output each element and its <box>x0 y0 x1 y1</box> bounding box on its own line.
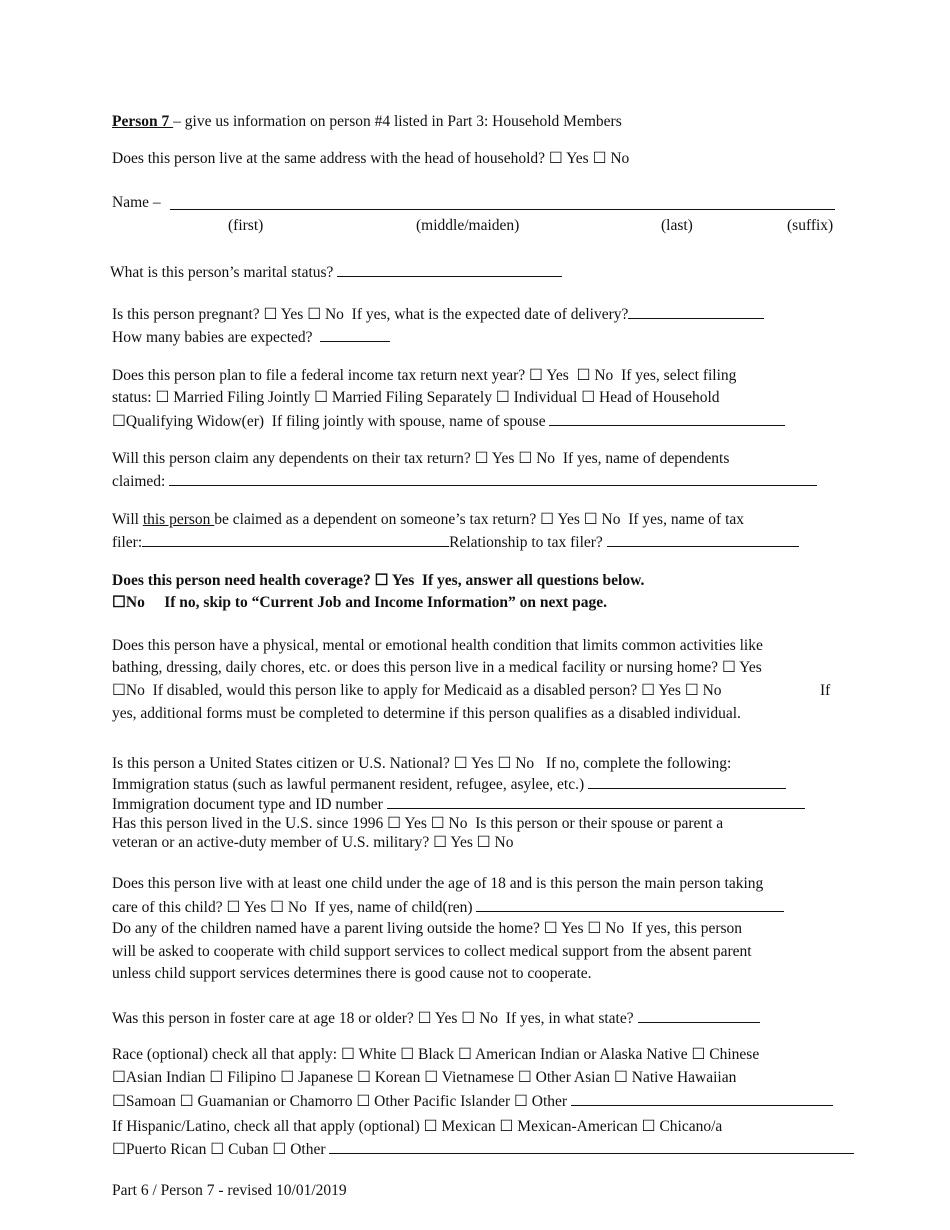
no-label: No <box>494 834 514 851</box>
race-asian-indian-label: Asian Indian <box>125 1069 206 1086</box>
form-heading <box>112 112 622 132</box>
yes-label: Yes <box>391 572 415 589</box>
yes-label: Yes <box>658 682 681 699</box>
hispanic-chicano-checkbox[interactable]: ☐ <box>641 1118 656 1135</box>
person-description: – give us information on person #4 listed in Part 3: Household Members <box>173 113 622 130</box>
race-other-pacific-checkbox[interactable]: ☐ <box>356 1093 371 1110</box>
babies-text: How many babies are expected? <box>112 329 313 346</box>
qualifying-widow-label: Qualifying Widow(er) <box>125 413 265 430</box>
hispanic-cuban-label: Cuban <box>228 1141 269 1158</box>
no-label: No <box>479 1010 499 1027</box>
veteran-no-checkbox[interactable]: ☐ <box>476 834 491 851</box>
hispanic-puerto-rican-checkbox[interactable]: ☐ <box>112 1141 126 1158</box>
race-native-hawaiian-checkbox[interactable]: ☐ <box>613 1069 628 1086</box>
medicaid-text: If disabled, would this person like to apply for Medicaid as a disabled person? <box>152 682 638 699</box>
hispanic-line-1 <box>112 1117 722 1137</box>
marital-text: What is this person’s marital status? <box>110 264 334 281</box>
individual-label: Individual <box>513 389 578 406</box>
yes-label: Yes <box>566 150 589 167</box>
race-chinese-label: Chinese <box>709 1046 760 1063</box>
dependents-text: Will this person claim any dependents on their tax return? <box>112 450 471 467</box>
no-label: No <box>448 815 468 832</box>
race-japanese-checkbox[interactable]: ☐ <box>280 1069 295 1086</box>
mfs-checkbox[interactable]: ☐ <box>314 389 328 406</box>
widow-spouse-line <box>112 411 785 432</box>
citizenship-text: Is this person a United States citizen or U.S. National? <box>112 755 450 772</box>
same-address-text: Does this person live at the same address with the head of household? <box>112 150 546 167</box>
coverage-yes-checkbox[interactable]: ☐ <box>374 572 389 589</box>
race-label: Race (optional) check all that apply: <box>112 1046 338 1063</box>
dependents-no-checkbox[interactable]: ☐ <box>518 450 533 467</box>
veteran-yes-checkbox[interactable]: ☐ <box>433 834 447 851</box>
yes-label: Yes <box>434 1010 458 1027</box>
veteran-line <box>112 833 513 853</box>
race-filipino-label: Filipino <box>227 1069 277 1086</box>
foster-yes-checkbox[interactable]: ☐ <box>417 1010 432 1027</box>
race-other-field[interactable] <box>571 1091 833 1106</box>
name-label: Name – <box>112 194 161 211</box>
immigration-doc-text: Immigration document type and ID number <box>112 796 383 813</box>
hispanic-cuban-checkbox[interactable]: ☐ <box>210 1141 225 1158</box>
hispanic-mexican-american-checkbox[interactable]: ☐ <box>499 1118 514 1135</box>
veteran-text-2: veteran or an active-duty member of U.S. military? <box>112 834 430 851</box>
disability-no-checkbox[interactable]: ☐ <box>112 682 126 699</box>
race-vietnamese-checkbox[interactable]: ☐ <box>424 1069 439 1086</box>
race-japanese-label: Japanese <box>297 1069 354 1086</box>
immigration-status-field[interactable] <box>588 774 786 789</box>
same-address-no-checkbox[interactable]: ☐ <box>592 150 607 167</box>
immigration-status-text: Immigration status (such as lawful permanent resident, refugee, asylee, etc.) <box>112 776 585 793</box>
since-1996-text: Has this person lived in the U.S. since 1996 <box>112 815 384 832</box>
no-label: No <box>125 594 145 611</box>
babies-question <box>112 327 390 348</box>
hispanic-puerto-rican-label: Puerto Rican <box>125 1141 207 1158</box>
same-address-yes-checkbox[interactable]: ☐ <box>548 150 563 167</box>
first-caption: (first) <box>228 217 264 234</box>
immigration-doc-line <box>112 794 805 815</box>
suffix-caption: (suffix) <box>787 217 834 234</box>
race-asian-indian-checkbox[interactable]: ☐ <box>112 1069 126 1086</box>
race-other-pacific-label: Other Pacific Islander <box>374 1093 511 1110</box>
marital-status-field[interactable] <box>337 262 562 277</box>
child-yes-checkbox[interactable]: ☐ <box>226 899 241 916</box>
yes-label: Yes <box>739 659 762 676</box>
tax-return-question <box>112 366 736 386</box>
race-other-label: Other <box>531 1093 568 1110</box>
dependents-names-text: If yes, name of dependents <box>562 450 730 467</box>
child-line-2 <box>112 897 784 918</box>
hispanic-other-field[interactable] <box>329 1139 854 1154</box>
pregnant-question <box>112 304 764 325</box>
child-names-text: If yes, name of child(ren) <box>314 899 473 916</box>
race-samoan-checkbox[interactable]: ☐ <box>112 1093 126 1110</box>
yes-label: Yes <box>404 815 427 832</box>
no-label: No <box>601 511 621 528</box>
yes-label: Yes <box>471 755 494 772</box>
parent-outside-line <box>112 919 742 939</box>
coverage-yes-note: If yes, answer all questions below. <box>421 572 645 589</box>
yes-label: Yes <box>280 306 304 323</box>
disability-line-2 <box>112 658 762 678</box>
race-other-checkbox[interactable]: ☐ <box>514 1093 528 1110</box>
parent-outside-yes-checkbox[interactable]: ☐ <box>543 920 558 937</box>
child-line-4: will be asked to cooperate with child support services to collect medical support from the absent parent <box>112 943 752 960</box>
tax-filer-line <box>112 532 799 553</box>
yes-label: Yes <box>450 834 473 851</box>
delivery-date-field[interactable] <box>628 304 764 319</box>
coverage-no-checkbox[interactable]: ☐ <box>112 594 126 611</box>
race-american-indian-label: American Indian or Alaska Native <box>474 1046 688 1063</box>
tax-return-no-checkbox[interactable]: ☐ <box>576 367 591 384</box>
tax-filer-name-field[interactable] <box>142 532 449 547</box>
no-label: No <box>515 755 535 772</box>
race-other-asian-checkbox[interactable]: ☐ <box>517 1069 532 1086</box>
mfj-label: Married Filing Jointly <box>173 389 311 406</box>
claimed-label: claimed: <box>112 473 166 490</box>
relationship-field[interactable] <box>607 532 799 547</box>
pregnant-no-checkbox[interactable]: ☐ <box>307 306 322 323</box>
claimed-dependent-text: be claimed as a dependent on someone’s tax return? <box>214 511 537 528</box>
hispanic-label: If Hispanic/Latino, check all that apply (optional) <box>112 1118 420 1135</box>
coverage-no-note: If no, skip to “Current Job and Income Information” on next page. <box>164 594 608 611</box>
relationship-text: Relationship to tax filer? <box>449 534 603 551</box>
race-filipino-checkbox[interactable]: ☐ <box>209 1069 224 1086</box>
veteran-text-1: Is this person or their spouse or parent a <box>475 815 724 832</box>
qualifying-widow-checkbox[interactable]: ☐ <box>112 413 126 430</box>
pregnant-yes-checkbox[interactable]: ☐ <box>263 306 278 323</box>
hispanic-chicano-label: Chicano/a <box>659 1118 723 1135</box>
claimed-yes-checkbox[interactable]: ☐ <box>540 511 554 528</box>
complete-following-text: If no, complete the following: <box>545 755 732 772</box>
select-filing-text: If yes, select filing <box>621 367 737 384</box>
race-white-checkbox[interactable]: ☐ <box>340 1046 355 1063</box>
disability-yes-checkbox[interactable]: ☐ <box>721 659 736 676</box>
disability-line-3 <box>112 681 722 701</box>
disability-text: bathing, dressing, daily chores, etc. or does this person live in a medical facility or nursing home? <box>112 659 719 676</box>
citizenship-question <box>112 754 731 774</box>
same-address-question <box>112 149 629 169</box>
this-person-text: this person <box>142 511 215 528</box>
disability-line-1: Does this person have a physical, mental or emotional health condition that limits common activities like <box>112 637 763 654</box>
no-label: No <box>536 450 556 467</box>
hispanic-other-label: Other <box>290 1141 326 1158</box>
parent-follow-text: If yes, this person <box>631 920 743 937</box>
child-line-5: unless child support services determines there is good cause not to cooperate. <box>112 965 592 982</box>
no-label: No <box>702 682 722 699</box>
babies-count-field[interactable] <box>320 327 390 342</box>
race-chinese-checkbox[interactable]: ☐ <box>691 1046 706 1063</box>
race-black-label: Black <box>418 1046 455 1063</box>
filer-label: filer: <box>112 534 143 551</box>
yes-label: Yes <box>557 511 580 528</box>
last-caption: (last) <box>661 217 693 234</box>
parent-outside-text: Do any of the children named have a parent living outside the home? <box>112 920 540 937</box>
race-black-checkbox[interactable]: ☐ <box>400 1046 415 1063</box>
race-american-indian-checkbox[interactable]: ☐ <box>458 1046 472 1063</box>
foster-question <box>112 1008 760 1029</box>
foster-no-checkbox[interactable]: ☐ <box>461 1010 476 1027</box>
coverage-question <box>112 571 644 591</box>
mfj-checkbox[interactable]: ☐ <box>155 389 170 406</box>
immigration-status-line <box>112 774 786 795</box>
since-1996-yes-checkbox[interactable]: ☐ <box>387 815 402 832</box>
hispanic-mexican-label: Mexican <box>441 1118 496 1135</box>
delivery-date-text: If yes, what is the expected date of delivery? <box>351 306 629 323</box>
individual-checkbox[interactable]: ☐ <box>495 389 510 406</box>
claimed-dependent-question <box>112 510 744 530</box>
dependents-names-field[interactable] <box>169 471 817 486</box>
child-names-field[interactable] <box>476 897 784 912</box>
pregnant-text: Is this person pregnant? <box>112 306 260 323</box>
marital-question <box>110 262 562 283</box>
dependents-yes-checkbox[interactable]: ☐ <box>474 450 489 467</box>
foster-state-text: If yes, in what state? <box>505 1010 634 1027</box>
hoh-label: Head of Household <box>599 389 720 406</box>
care-of-child-text: care of this child? <box>112 899 223 916</box>
hispanic-mexican-american-label: Mexican-American <box>517 1118 638 1135</box>
medicaid-yes-checkbox[interactable]: ☐ <box>641 682 656 699</box>
disability-if-text: If <box>820 682 831 699</box>
coverage-text: Does this person need health coverage? <box>112 572 371 589</box>
mfs-label: Married Filing Separately <box>331 389 492 406</box>
race-samoan-label: Samoan <box>125 1093 176 1110</box>
coverage-no-line <box>112 593 607 613</box>
yes-label: Yes <box>491 450 515 467</box>
no-label: No <box>287 899 307 916</box>
foster-text: Was this person in foster care at age 18 or older? <box>112 1010 414 1027</box>
citizen-no-checkbox[interactable]: ☐ <box>497 755 512 772</box>
dependents-question <box>112 449 729 469</box>
parent-outside-no-checkbox[interactable]: ☐ <box>587 920 602 937</box>
race-korean-label: Korean <box>374 1069 421 1086</box>
dependents-claimed-line <box>112 471 817 492</box>
disability-line-4: yes, additional forms must be completed to determine if this person qualifies as a disabled individual. <box>112 705 741 722</box>
race-korean-checkbox[interactable]: ☐ <box>356 1069 371 1086</box>
race-native-hawaiian-label: Native Hawaiian <box>631 1069 737 1086</box>
hoh-checkbox[interactable]: ☐ <box>581 389 596 406</box>
yes-label: Yes <box>243 899 267 916</box>
race-other-asian-label: Other Asian <box>535 1069 611 1086</box>
citizen-yes-checkbox[interactable]: ☐ <box>453 755 468 772</box>
yes-label: Yes <box>560 920 584 937</box>
name-input-line[interactable] <box>170 209 835 210</box>
hispanic-line-2 <box>112 1139 854 1160</box>
immigration-doc-field[interactable] <box>387 794 805 809</box>
hispanic-mexican-checkbox[interactable]: ☐ <box>423 1118 438 1135</box>
will-text: Will <box>112 511 143 528</box>
tax-filer-name-text: If yes, name of tax <box>628 511 745 528</box>
no-label: No <box>610 150 630 167</box>
status-label: status: <box>112 389 152 406</box>
medicaid-no-checkbox[interactable]: ☐ <box>684 682 699 699</box>
race-guamanian-checkbox[interactable]: ☐ <box>179 1093 194 1110</box>
since-1996-no-checkbox[interactable]: ☐ <box>430 815 445 832</box>
claimed-no-checkbox[interactable]: ☐ <box>583 511 598 528</box>
spouse-name-field[interactable] <box>549 411 785 426</box>
yes-label: Yes <box>546 367 569 384</box>
race-line-1 <box>112 1045 759 1065</box>
page-footer: Part 6 / Person 7 - revised 10/01/2019 <box>112 1182 347 1199</box>
race-vietnamese-label: Vietnamese <box>441 1069 514 1086</box>
child-no-checkbox[interactable]: ☐ <box>270 899 285 916</box>
middle-caption: (middle/maiden) <box>416 217 520 234</box>
since-1996-line <box>112 814 723 834</box>
race-guamanian-label: Guamanian or Chamorro <box>197 1093 353 1110</box>
race-white-label: White <box>358 1046 397 1063</box>
tax-return-text: Does this person plan to file a federal income tax return next year? <box>112 367 526 384</box>
no-label: No <box>324 306 344 323</box>
race-line-3 <box>112 1091 833 1112</box>
tax-return-yes-checkbox[interactable]: ☐ <box>529 367 543 384</box>
child-line-1: Does this person live with at least one child under the age of 18 and is this person the main person taking <box>112 875 764 892</box>
no-label: No <box>594 367 614 384</box>
filing-status-options <box>112 388 720 408</box>
hispanic-other-checkbox[interactable]: ☐ <box>272 1141 287 1158</box>
race-line-2 <box>112 1068 736 1088</box>
spouse-name-text: If filing jointly with spouse, name of spouse <box>271 413 546 430</box>
no-label: No <box>125 682 145 699</box>
no-label: No <box>605 920 625 937</box>
person-title: Person 7 <box>112 113 174 130</box>
foster-state-field[interactable] <box>638 1008 760 1023</box>
